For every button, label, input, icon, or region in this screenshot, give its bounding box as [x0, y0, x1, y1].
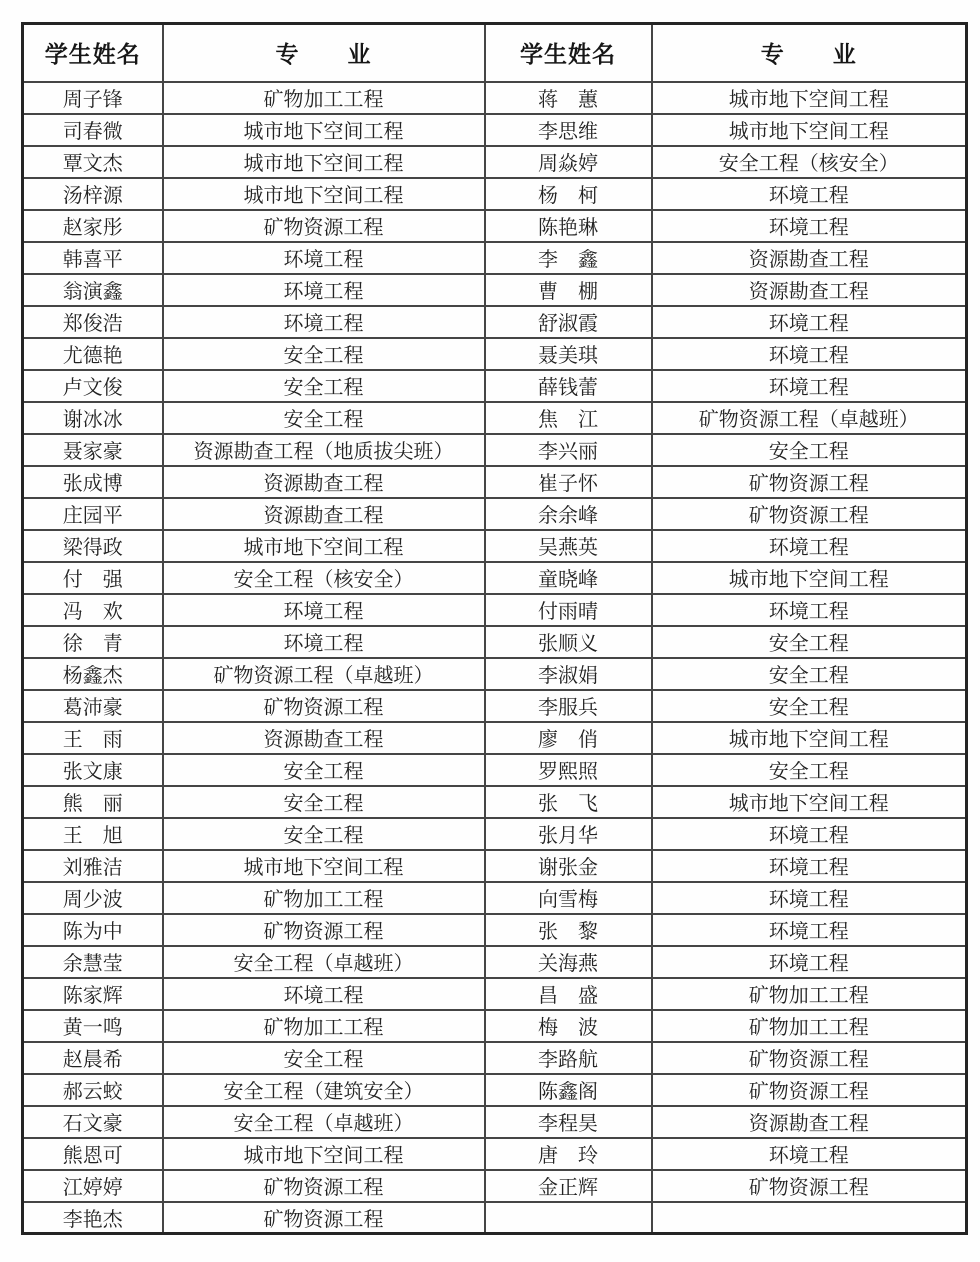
student-name-cell: 吴燕英: [485, 530, 652, 562]
student-major-table: [21, 22, 968, 1235]
table-row: [23, 82, 967, 114]
major-cell: 矿物加工工程: [163, 882, 485, 914]
major-cell: 安全工程: [652, 626, 967, 658]
table-row: [23, 562, 967, 594]
student-name-cell: 李思维: [485, 114, 652, 146]
student-name-cell: 李淑娟: [485, 658, 652, 690]
table-row: [23, 466, 967, 498]
table-row: [23, 498, 967, 530]
student-name-cell: 汤梓源: [23, 178, 163, 210]
student-name-cell: 江婷婷: [23, 1170, 163, 1202]
major-cell: 环境工程: [652, 946, 967, 978]
major-cell: 城市地下空间工程: [652, 562, 967, 594]
header-row: [23, 24, 967, 82]
major-cell: 矿物资源工程: [652, 1042, 967, 1074]
major-cell: 安全工程（核安全）: [652, 146, 967, 178]
major-cell: 环境工程: [652, 178, 967, 210]
major-cell: 安全工程（卓越班）: [163, 946, 485, 978]
student-name-cell: 熊 丽: [23, 786, 163, 818]
major-cell: 环境工程: [652, 818, 967, 850]
major-cell: 环境工程: [163, 306, 485, 338]
major-cell: 安全工程（卓越班）: [163, 1106, 485, 1138]
student-name-cell: 付雨晴: [485, 594, 652, 626]
major-cell: 环境工程: [163, 242, 485, 274]
student-name-cell: 王 雨: [23, 722, 163, 754]
student-name-cell: 卢文俊: [23, 370, 163, 402]
student-name-cell: 向雪梅: [485, 882, 652, 914]
major-cell: [652, 1202, 967, 1234]
student-name-cell: 付 强: [23, 562, 163, 594]
table-row: [23, 1010, 967, 1042]
major-cell: 城市地下空间工程: [652, 82, 967, 114]
student-name-cell: 司春微: [23, 114, 163, 146]
table-row: [23, 882, 967, 914]
student-name-cell: 陈艳琳: [485, 210, 652, 242]
student-name-cell: 刘雅洁: [23, 850, 163, 882]
table-row: [23, 242, 967, 274]
major-cell: 城市地下空间工程: [163, 114, 485, 146]
student-name-cell: 张成博: [23, 466, 163, 498]
table-row: [23, 306, 967, 338]
major-cell: 矿物资源工程（卓越班）: [652, 402, 967, 434]
student-name-cell: 杨鑫杰: [23, 658, 163, 690]
table-row: [23, 690, 967, 722]
table-row: [23, 1170, 967, 1202]
table-row: [23, 338, 967, 370]
major-cell: 安全工程: [163, 754, 485, 786]
major-cell: 矿物资源工程: [163, 914, 485, 946]
table-row: [23, 914, 967, 946]
student-name-cell: 薛钱蕾: [485, 370, 652, 402]
major-cell: 矿物资源工程（卓越班）: [163, 658, 485, 690]
student-name-cell: 余慧莹: [23, 946, 163, 978]
major-cell: 环境工程: [652, 914, 967, 946]
table-header: [23, 24, 967, 82]
student-name-cell: 李程昊: [485, 1106, 652, 1138]
student-name-cell: 梅 波: [485, 1010, 652, 1042]
table-row: [23, 1202, 967, 1234]
student-name-cell: 崔子怀: [485, 466, 652, 498]
major-cell: 安全工程: [163, 370, 485, 402]
table-row: [23, 786, 967, 818]
major-cell: 矿物资源工程: [163, 210, 485, 242]
major-cell: 资源勘查工程: [163, 722, 485, 754]
major-cell: 资源勘查工程（地质拔尖班）: [163, 434, 485, 466]
major-cell: 资源勘查工程: [652, 1106, 967, 1138]
major-cell: 环境工程: [652, 210, 967, 242]
student-name-cell: [485, 1202, 652, 1234]
table-row: [23, 274, 967, 306]
table-row: [23, 818, 967, 850]
student-name-cell: 李艳杰: [23, 1202, 163, 1234]
major-cell: 安全工程: [652, 690, 967, 722]
student-name-cell: 王 旭: [23, 818, 163, 850]
student-name-cell: 熊恩可: [23, 1138, 163, 1170]
table-row: [23, 1106, 967, 1138]
student-name-cell: 陈家辉: [23, 978, 163, 1010]
major-cell: 资源勘查工程: [652, 274, 967, 306]
student-name-cell: 黄一鸣: [23, 1010, 163, 1042]
major-cell: 安全工程（建筑安全）: [163, 1074, 485, 1106]
student-name-cell: 昌 盛: [485, 978, 652, 1010]
student-name-cell: 周少波: [23, 882, 163, 914]
student-name-cell: 陈鑫阁: [485, 1074, 652, 1106]
student-name-cell: 梁得政: [23, 530, 163, 562]
table-row: [23, 146, 967, 178]
major-cell: 环境工程: [163, 978, 485, 1010]
student-name-cell: 李服兵: [485, 690, 652, 722]
student-name-cell: 冯 欢: [23, 594, 163, 626]
major-cell: 城市地下空间工程: [652, 786, 967, 818]
major-cell: 资源勘查工程: [652, 242, 967, 274]
table-row: [23, 722, 967, 754]
major-cell: 环境工程: [652, 370, 967, 402]
student-name-cell: 张月华: [485, 818, 652, 850]
table-row: [23, 754, 967, 786]
major-cell: 环境工程: [163, 594, 485, 626]
major-cell: 安全工程: [163, 1042, 485, 1074]
student-name-cell: 覃文杰: [23, 146, 163, 178]
student-name-cell: 焦 江: [485, 402, 652, 434]
major-cell: 矿物加工工程: [652, 1010, 967, 1042]
student-name-cell: 廖 俏: [485, 722, 652, 754]
major-cell: 环境工程: [652, 882, 967, 914]
student-name-cell: 李兴丽: [485, 434, 652, 466]
student-name-cell: 余余峰: [485, 498, 652, 530]
major-cell: 矿物资源工程: [652, 1170, 967, 1202]
table-row: [23, 626, 967, 658]
table-row: [23, 114, 967, 146]
major-cell: 矿物资源工程: [163, 1202, 485, 1234]
table-row: [23, 594, 967, 626]
student-name-cell: 关海燕: [485, 946, 652, 978]
student-name-cell: 翁演鑫: [23, 274, 163, 306]
student-name-cell: 葛沛豪: [23, 690, 163, 722]
header-major-left: 专 业: [163, 24, 485, 82]
student-name-cell: 石文豪: [23, 1106, 163, 1138]
table-row: [23, 850, 967, 882]
major-cell: 矿物资源工程: [163, 1170, 485, 1202]
student-name-cell: 陈为中: [23, 914, 163, 946]
major-cell: 环境工程: [652, 530, 967, 562]
table-row: [23, 370, 967, 402]
major-cell: 安全工程: [652, 658, 967, 690]
major-cell: 城市地下空间工程: [163, 1138, 485, 1170]
student-name-cell: 徐 青: [23, 626, 163, 658]
student-name-cell: 郑俊浩: [23, 306, 163, 338]
major-cell: 环境工程: [163, 274, 485, 306]
student-name-cell: 张 黎: [485, 914, 652, 946]
student-name-cell: 郝云蛟: [23, 1074, 163, 1106]
major-cell: 环境工程: [652, 1138, 967, 1170]
table-row: [23, 1138, 967, 1170]
student-name-cell: 谢张金: [485, 850, 652, 882]
student-name-cell: 谢冰冰: [23, 402, 163, 434]
major-cell: 安全工程: [163, 402, 485, 434]
major-cell: 城市地下空间工程: [163, 146, 485, 178]
student-name-cell: 蒋 蕙: [485, 82, 652, 114]
table-row: [23, 402, 967, 434]
major-cell: 资源勘查工程: [163, 466, 485, 498]
student-name-cell: 曹 棚: [485, 274, 652, 306]
major-cell: 矿物加工工程: [163, 82, 485, 114]
student-name-cell: 张 飞: [485, 786, 652, 818]
student-name-cell: 杨 柯: [485, 178, 652, 210]
major-cell: 矿物资源工程: [163, 690, 485, 722]
major-cell: 城市地下空间工程: [163, 178, 485, 210]
header-student-name-right: 学生姓名: [485, 24, 652, 82]
student-name-cell: 李路航: [485, 1042, 652, 1074]
student-name-cell: 李 鑫: [485, 242, 652, 274]
major-cell: 城市地下空间工程: [652, 722, 967, 754]
student-name-cell: 张文康: [23, 754, 163, 786]
major-cell: 资源勘查工程: [163, 498, 485, 530]
table-row: [23, 178, 967, 210]
table-row: [23, 210, 967, 242]
major-cell: 矿物资源工程: [652, 466, 967, 498]
header-student-name-left: 学生姓名: [23, 24, 163, 82]
student-name-cell: 聂家豪: [23, 434, 163, 466]
student-name-cell: 舒淑霞: [485, 306, 652, 338]
table-row: [23, 434, 967, 466]
student-name-cell: 聂美琪: [485, 338, 652, 370]
major-cell: 安全工程: [163, 786, 485, 818]
major-cell: 矿物加工工程: [652, 978, 967, 1010]
student-name-cell: 赵家彤: [23, 210, 163, 242]
major-cell: 环境工程: [652, 850, 967, 882]
table-row: [23, 1042, 967, 1074]
header-major-right: 专 业: [652, 24, 967, 82]
student-name-cell: 韩喜平: [23, 242, 163, 274]
major-cell: 矿物加工工程: [163, 1010, 485, 1042]
major-cell: 安全工程: [652, 434, 967, 466]
major-cell: 安全工程: [163, 338, 485, 370]
major-cell: 环境工程: [163, 626, 485, 658]
major-cell: 城市地下空间工程: [652, 114, 967, 146]
student-name-cell: 罗熙照: [485, 754, 652, 786]
major-cell: 矿物资源工程: [652, 498, 967, 530]
student-name-cell: 周子锋: [23, 82, 163, 114]
student-name-cell: 唐 玲: [485, 1138, 652, 1170]
major-cell: 环境工程: [652, 306, 967, 338]
student-name-cell: 庄园平: [23, 498, 163, 530]
student-name-cell: 周焱婷: [485, 146, 652, 178]
major-cell: 城市地下空间工程: [163, 850, 485, 882]
table-row: [23, 1074, 967, 1106]
student-name-cell: 张顺义: [485, 626, 652, 658]
student-name-cell: 赵晨希: [23, 1042, 163, 1074]
table-body: [23, 82, 967, 1234]
major-cell: 安全工程（核安全）: [163, 562, 485, 594]
major-cell: 安全工程: [163, 818, 485, 850]
table-row: [23, 978, 967, 1010]
table-row: [23, 658, 967, 690]
table-row: [23, 946, 967, 978]
major-cell: 城市地下空间工程: [163, 530, 485, 562]
student-name-cell: 尤德艳: [23, 338, 163, 370]
student-name-cell: 金正辉: [485, 1170, 652, 1202]
major-cell: 环境工程: [652, 338, 967, 370]
major-cell: 环境工程: [652, 594, 967, 626]
major-cell: 安全工程: [652, 754, 967, 786]
table-row: [23, 530, 967, 562]
major-cell: 矿物资源工程: [652, 1074, 967, 1106]
student-name-cell: 童晓峰: [485, 562, 652, 594]
